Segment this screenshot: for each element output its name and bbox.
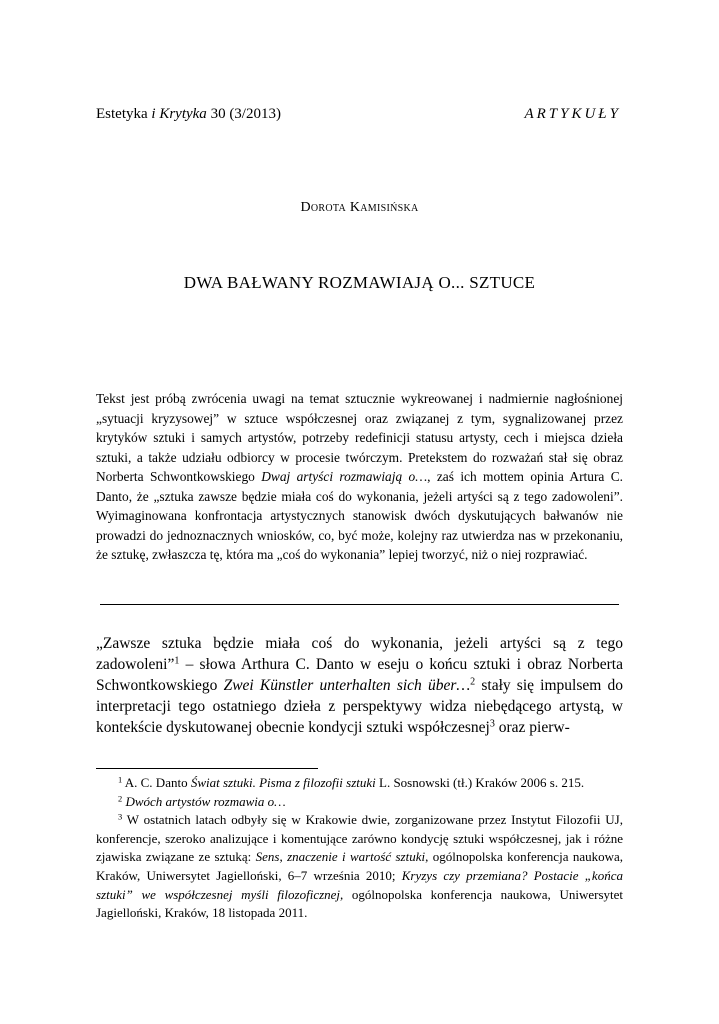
body-text (96, 633, 623, 738)
footnote-text: , ogólnopolska konferencja naukowa, Kraków, Uniwersytet Jagielloński, 6–7 września 2010; (96, 849, 623, 883)
journal-name-krytyka: Krytyka (159, 106, 207, 122)
footnote-ref-1[interactable]: 1 (174, 655, 180, 667)
article-title: DWA BAŁWANY ROZMAWIAJĄ O... SZTUCE (183, 273, 536, 292)
footnote-text: ogólnopolska konferencja naukowa, Uniwersytet Jagielloński, Kraków, 18 listopada 2011. (96, 886, 623, 921)
footnote-1 (96, 774, 623, 793)
body-quote: „Zawsze sztuka będzie miała coś do wykonania, jeżeli artyści są z tego zadowoleni” (96, 635, 623, 673)
journal-name: Estetyka (96, 106, 152, 122)
body-text-part: stały się impulsem do interpretacji tego ostatniego dzieła z perspektywy widza niebędącego artystą, w kontekście dyskutowanej obecnie kondycji sztuki współczesnej (96, 677, 623, 736)
journal-name-i: i (151, 106, 156, 122)
footnote-number: 2 (118, 792, 123, 803)
footnote-2 (96, 793, 623, 812)
footnote-ref-3[interactable]: 3 (489, 718, 495, 730)
footnote-number: 1 (118, 774, 123, 785)
body-text-part: – słowa Arthura C. Danto w eseju o końcu sztuki i obraz Norberta Schwontkowskiego (96, 656, 623, 694)
journal-issue: 30 (3/2013) (206, 106, 281, 122)
footnote-text: W ostatnich latach odbyły się w Krakowie dwie, zorganizowane przez Instytut Filozofii UJ, konferencje, szeroko analizujące i komentujące zarówno kondycję sztuki współczesnej, jak i różne zjawiska związane ze sztuką: (96, 812, 623, 865)
footnote-text: L. Sosnowski (tł.) Kraków 2006 s. 215. (375, 775, 585, 790)
journal-citation (96, 106, 281, 123)
abstract-text: Tekst jest próbą zwrócenia uwagi na temat sztucznie wykreowanej i nadmiernie nagłośnionej „sytuacji kryzysowej” w sztuce współczesnej oraz związanej z tym, sygnalizowanej przez krytyków sztuki i samych artystów, potrzeby redefinicji statusu artysty, cech i miejsca dzieła sztuki, a także udziału odbiorcy w procesie twórczym. Pretekstem do rozważań stał się obraz Norberta Schwontkowskiego (96, 391, 623, 484)
footnote-italic: Świat sztuki. Pisma z filozofii sztuki (190, 775, 376, 790)
abstract (96, 389, 623, 565)
footnote-italic: Kryzys czy przemiana? Postacie „końca sztuki” we współczesnej myśli filozoficznej, (96, 867, 623, 902)
footnote-3 (96, 811, 623, 923)
footnote-text: A. C. Danto (122, 775, 191, 790)
footnotes (96, 774, 623, 923)
footnote-italic: Sens, znaczenie i wartość sztuki (255, 849, 426, 865)
running-header (96, 106, 621, 128)
section-label: ARTYKUŁY (524, 106, 621, 122)
footnote-italic: Dwóch artystów rozmawia o… (125, 793, 286, 809)
footnote-ref-2[interactable]: 2 (470, 676, 476, 688)
body-text-part: oraz pierw- (494, 719, 570, 736)
separator-rule (100, 604, 619, 605)
footnote-rule (96, 768, 318, 769)
footnote-number: 3 (118, 811, 123, 822)
abstract-italic: Dwaj artyści rozmawiają o… (261, 469, 428, 484)
author-name: Dorota Kamisińska (300, 200, 419, 215)
painting-title: Zwei Künstler unterhalten sich über… (223, 677, 471, 694)
abstract-text-cont: , zaś ich mottem opinia Artura C. Danto, że „sztuka zawsze będzie miała coś do wykonania, jeżeli artyści są z tego zadowoleni”. Wyimaginowana konfrontacja artystycznych stanowisk dwóch dyskutujących bałwanów nie prowadzi do jednoznacznych wniosków, co, być może, kolejny raz utwierdza nas w przekonaniu, że sztukę, zwłaszcza tę, która ma „coś do wykonania” lepiej tworzyć, niż o niej rozprawiać. (96, 469, 624, 562)
